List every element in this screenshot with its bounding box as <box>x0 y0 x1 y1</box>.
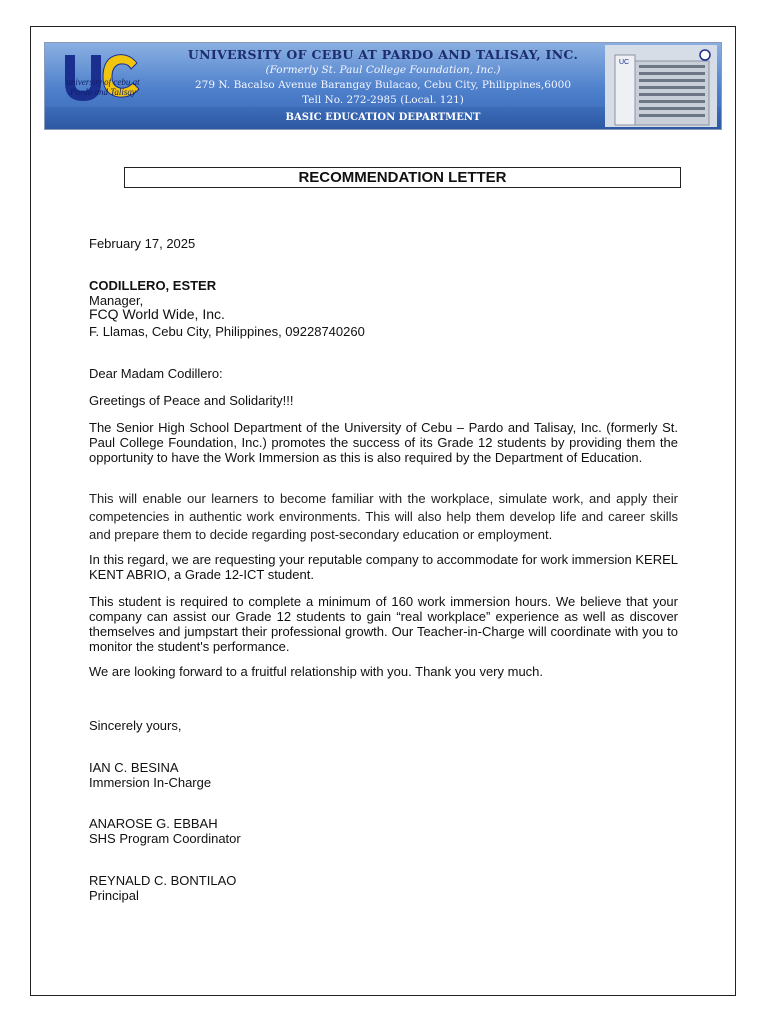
body-paragraph-1: The Senior High School Department of the University of Cebu – Pardo and Talisay, Inc. (formerly St. Paul College Foundation, Inc.) promotes the success of its Grade 12 students by providing them the opportunity to have the Work Immersion as this is also required by the Department of Education. <box>89 420 678 465</box>
body-paragraph-2: This will enable our learners to become familiar with the workplace, simulate work, and apply their competencies in authentic work environments. This will also help them develop life and career skills and prepare them to decide regarding post-secondary education or employment. <box>89 491 678 542</box>
school-building-icon <box>605 45 717 127</box>
signatory-name: ANAROSE G. EBBAH <box>89 816 218 831</box>
recipient-company: FCQ World Wide, Inc. <box>89 306 225 322</box>
letter-title: RECOMMENDATION LETTER <box>124 167 681 188</box>
university-address: 279 N. Bacalso Avenue Barangay Bulacao, Cebu City, Philippines,6000 <box>195 79 571 91</box>
logo-text: university of cebu at Pardo and Talisay <box>66 77 140 97</box>
greeting: Greetings of Peace and Solidarity!!! <box>89 393 294 408</box>
svg-text:UC: UC <box>619 59 630 66</box>
signatory-title: SHS Program Coordinator <box>89 831 241 846</box>
recipient-position: Manager, <box>89 293 144 308</box>
signatory-name: IAN C. BESINA <box>89 760 179 775</box>
body-paragraph-3: In this regard, we are requesting your reputable company to accommodate for work immersion KEREL KENT ABRIO, a Grade 12-ICT student. <box>89 552 678 582</box>
university-name: UNIVERSITY OF CEBU AT PARDO AND TALISAY, INC. <box>187 47 579 62</box>
recipient-name: CODILLERO, ESTER <box>89 278 217 293</box>
body-paragraph-4: This student is required to complete a minimum of 160 work immersion hours. We believe that your company can assist our Grade 12 students to gain “real workplace” experience as well as discover themselves and jumpstart their professional growth. Our Teacher-in-Charge will coordinate with you to monitor the student's performance. <box>89 594 678 654</box>
signatory-title: Immersion In-Charge <box>89 775 212 790</box>
formerly-name: (Formerly St. Paul College Foundation, Inc.) <box>265 64 501 76</box>
signatory-name: REYNALD C. BONTILAO <box>89 873 237 888</box>
closing: Sincerely yours, <box>89 718 182 733</box>
salutation: Dear Madam Codillero: <box>89 366 223 381</box>
letter-date: February 17, 2025 <box>89 236 196 251</box>
recipient-address: F. Llamas, Cebu City, Philippines, 09228740260 <box>89 324 365 339</box>
body-paragraph-5: We are looking forward to a fruitful relationship with you. Thank you very much. <box>89 664 544 679</box>
department-name: BASIC EDUCATION DEPARTMENT <box>285 112 481 123</box>
signatory-title: Principal <box>89 888 139 903</box>
letterhead-banner <box>44 42 722 130</box>
letterhead-text <box>163 47 603 126</box>
telephone-number: Tell No. 272-2985 (Local. 121) <box>302 94 464 106</box>
